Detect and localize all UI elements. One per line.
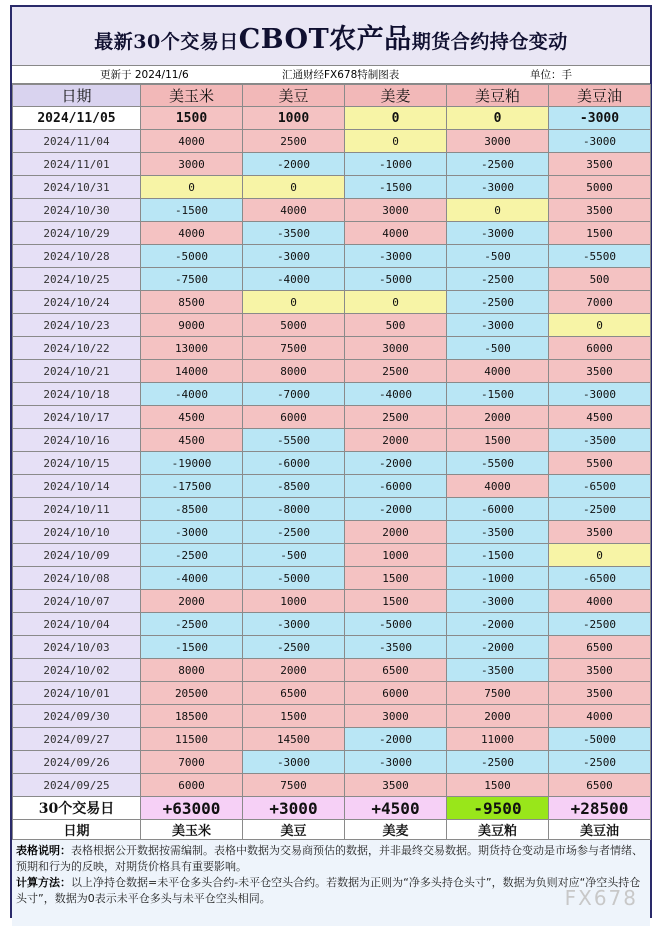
- row-value: 11500: [141, 728, 243, 751]
- table-row: [13, 728, 651, 751]
- row-value: -3000: [141, 521, 243, 544]
- row-value: 18500: [141, 705, 243, 728]
- row-value: 3000: [141, 153, 243, 176]
- row-value: -3000: [447, 176, 549, 199]
- row-value: 5000: [549, 176, 651, 199]
- row-value: -3500: [447, 659, 549, 682]
- row-value: -1500: [447, 544, 549, 567]
- row-value: 4000: [243, 199, 345, 222]
- row-date: 2024/10/21: [13, 360, 141, 383]
- row-date: 2024/10/23: [13, 314, 141, 337]
- row-value: -6000: [243, 452, 345, 475]
- header-product: 美玉米: [141, 85, 243, 107]
- meta-bar: [12, 66, 650, 84]
- row-value: 3500: [549, 199, 651, 222]
- row-value: -2500: [447, 268, 549, 291]
- row-value: -500: [243, 544, 345, 567]
- table-row: [13, 521, 651, 544]
- row-value: 9000: [141, 314, 243, 337]
- row-value: 0: [549, 544, 651, 567]
- row-value: -2500: [447, 153, 549, 176]
- row-value: -1500: [141, 636, 243, 659]
- row-value: -3000: [243, 613, 345, 636]
- row-date: 2024/10/18: [13, 383, 141, 406]
- footer-date: 日期: [13, 820, 141, 840]
- latest-value: 1000: [243, 107, 345, 130]
- row-value: 14000: [141, 360, 243, 383]
- table-row: [13, 429, 651, 452]
- row-value: 500: [549, 268, 651, 291]
- row-value: -19000: [141, 452, 243, 475]
- row-value: 1500: [243, 705, 345, 728]
- row-value: -3000: [243, 245, 345, 268]
- table-row: [13, 337, 651, 360]
- row-value: -4000: [243, 268, 345, 291]
- table-row: [13, 314, 651, 337]
- row-value: -2000: [243, 153, 345, 176]
- row-value: -5000: [345, 268, 447, 291]
- row-value: 5500: [549, 452, 651, 475]
- row-value: -4000: [141, 383, 243, 406]
- page-title: [94, 17, 567, 56]
- row-value: -3000: [243, 751, 345, 774]
- footer-product: 美豆: [243, 820, 345, 840]
- row-value: 4000: [447, 475, 549, 498]
- summary-value: +3000: [243, 797, 345, 820]
- table-row: [13, 452, 651, 475]
- row-value: -2000: [447, 613, 549, 636]
- row-date: 2024/09/30: [13, 705, 141, 728]
- row-value: 0: [345, 130, 447, 153]
- row-value: 6500: [549, 774, 651, 797]
- header-row: [13, 85, 651, 107]
- row-value: -1500: [141, 199, 243, 222]
- row-value: 3500: [345, 774, 447, 797]
- row-value: 0: [345, 291, 447, 314]
- row-value: -5000: [549, 728, 651, 751]
- row-value: -2000: [345, 728, 447, 751]
- table-row: [13, 705, 651, 728]
- header-date: 日期: [13, 85, 141, 107]
- row-value: 2500: [345, 406, 447, 429]
- title-main: CBOT农产品: [238, 23, 412, 55]
- row-value: 3500: [549, 659, 651, 682]
- row-value: 4500: [141, 406, 243, 429]
- row-date: 2024/10/30: [13, 199, 141, 222]
- row-date: 2024/09/25: [13, 774, 141, 797]
- row-value: 3000: [345, 337, 447, 360]
- table-row: [13, 751, 651, 774]
- row-date: 2024/10/17: [13, 406, 141, 429]
- header-product: 美豆粕: [447, 85, 549, 107]
- row-value: 6000: [243, 406, 345, 429]
- row-value: 6000: [141, 774, 243, 797]
- row-value: -2500: [447, 291, 549, 314]
- row-value: -2500: [243, 636, 345, 659]
- row-date: 2024/10/11: [13, 498, 141, 521]
- row-value: -2000: [345, 452, 447, 475]
- row-value: 3500: [549, 521, 651, 544]
- table-row: [13, 383, 651, 406]
- row-value: -1000: [345, 153, 447, 176]
- note-method: [16, 875, 646, 907]
- updated-text: 更新于 2024/11/6: [100, 69, 189, 81]
- latest-value: -3000: [549, 107, 651, 130]
- row-value: -17500: [141, 475, 243, 498]
- table-row: [13, 567, 651, 590]
- row-value: 8000: [243, 360, 345, 383]
- row-value: -3000: [447, 222, 549, 245]
- table-row: [13, 176, 651, 199]
- summary-value: -9500: [447, 797, 549, 820]
- row-value: -4000: [345, 383, 447, 406]
- row-value: 6500: [345, 659, 447, 682]
- row-value: 11000: [447, 728, 549, 751]
- row-value: -2500: [243, 521, 345, 544]
- row-value: 6000: [549, 337, 651, 360]
- row-value: 2000: [447, 705, 549, 728]
- row-value: 3500: [549, 153, 651, 176]
- summary-value: +28500: [549, 797, 651, 820]
- row-value: 0: [243, 291, 345, 314]
- title-prefix: 最新30个交易日: [94, 30, 239, 53]
- row-value: -500: [447, 245, 549, 268]
- row-value: 0: [447, 199, 549, 222]
- row-date: 2024/10/02: [13, 659, 141, 682]
- title-banner: [12, 7, 650, 66]
- row-value: -5000: [345, 613, 447, 636]
- row-date: 2024/09/27: [13, 728, 141, 751]
- summary-value: +63000: [141, 797, 243, 820]
- row-value: 6000: [345, 682, 447, 705]
- row-value: -1500: [345, 176, 447, 199]
- table-row: [13, 659, 651, 682]
- summary-value: +4500: [345, 797, 447, 820]
- row-value: 8500: [141, 291, 243, 314]
- table-row: [13, 199, 651, 222]
- note-description: [16, 843, 646, 875]
- row-date: 2024/10/14: [13, 475, 141, 498]
- summary-row: [13, 797, 651, 820]
- row-value: -5000: [141, 245, 243, 268]
- row-value: -3500: [549, 429, 651, 452]
- row-value: 2000: [345, 521, 447, 544]
- row-date: 2024/10/10: [13, 521, 141, 544]
- row-value: 3000: [345, 705, 447, 728]
- row-value: 20500: [141, 682, 243, 705]
- row-value: 7500: [243, 337, 345, 360]
- note-label: 计算方法：: [16, 876, 71, 889]
- row-value: 7500: [243, 774, 345, 797]
- row-value: 4000: [447, 360, 549, 383]
- table-row: [13, 682, 651, 705]
- row-date: 2024/11/01: [13, 153, 141, 176]
- row-date: 2024/10/08: [13, 567, 141, 590]
- row-value: 8000: [141, 659, 243, 682]
- row-value: -4000: [141, 567, 243, 590]
- footer-product: 美玉米: [141, 820, 243, 840]
- note-label: 表格说明：: [16, 844, 71, 857]
- row-value: 0: [549, 314, 651, 337]
- row-value: 2000: [345, 429, 447, 452]
- row-value: -2500: [447, 751, 549, 774]
- row-date: 2024/10/28: [13, 245, 141, 268]
- row-value: -6000: [345, 475, 447, 498]
- table-row: [13, 590, 651, 613]
- table-row: [13, 268, 651, 291]
- row-value: -3000: [549, 130, 651, 153]
- row-value: -3500: [447, 521, 549, 544]
- row-value: -3000: [549, 383, 651, 406]
- table-row: [13, 475, 651, 498]
- row-value: 2000: [243, 659, 345, 682]
- row-value: -2500: [141, 544, 243, 567]
- latest-value: 0: [447, 107, 549, 130]
- row-value: 4000: [345, 222, 447, 245]
- row-value: -7500: [141, 268, 243, 291]
- table-row: [13, 498, 651, 521]
- row-value: 4500: [141, 429, 243, 452]
- row-value: 2000: [141, 590, 243, 613]
- row-value: -8000: [243, 498, 345, 521]
- row-date: 2024/09/26: [13, 751, 141, 774]
- row-value: 1500: [549, 222, 651, 245]
- row-date: 2024/10/09: [13, 544, 141, 567]
- row-value: 3000: [345, 199, 447, 222]
- footer-product: 美豆油: [549, 820, 651, 840]
- row-value: -3500: [243, 222, 345, 245]
- summary-label: 30个交易日: [13, 797, 141, 820]
- row-value: 4500: [549, 406, 651, 429]
- row-value: 14500: [243, 728, 345, 751]
- row-value: 4000: [141, 130, 243, 153]
- note-text: 表格根据公开数据按需编制。表格中数据为交易商预估的数据，并非最终交易数据。期货持仓变动是市场参与者情绪、预期和行为的反映，对期货价格具有重要影响。: [16, 844, 643, 873]
- latest-date: 2024/11/05: [13, 107, 141, 130]
- row-value: -5500: [447, 452, 549, 475]
- row-date: 2024/10/04: [13, 613, 141, 636]
- row-value: 3500: [549, 360, 651, 383]
- table-row: [13, 222, 651, 245]
- row-value: -2000: [345, 498, 447, 521]
- table-row: [13, 544, 651, 567]
- row-value: 6500: [243, 682, 345, 705]
- row-value: 4000: [549, 590, 651, 613]
- row-value: -5000: [243, 567, 345, 590]
- row-value: -3000: [345, 245, 447, 268]
- row-value: 1500: [345, 590, 447, 613]
- row-date: 2024/10/07: [13, 590, 141, 613]
- table-row: [13, 636, 651, 659]
- row-value: -3000: [345, 751, 447, 774]
- note-text: 以上净持仓数据=未平仓多头合约-未平仓空头合约。若数据为正则为“净多头持仓头寸”，数据为负则对应“净空头持仓头寸”，数据为0表示未平仓多头与未平仓空头相同。: [16, 876, 641, 905]
- row-value: 1500: [447, 429, 549, 452]
- row-date: 2024/10/31: [13, 176, 141, 199]
- row-date: 2024/10/22: [13, 337, 141, 360]
- row-value: -5500: [243, 429, 345, 452]
- unit-text: 单位：手: [530, 69, 572, 81]
- row-value: -6000: [447, 498, 549, 521]
- title-suffix: 期货合约持仓变动: [411, 30, 568, 53]
- row-value: 6500: [549, 636, 651, 659]
- row-value: -8500: [243, 475, 345, 498]
- row-date: 2024/10/15: [13, 452, 141, 475]
- footer-product: 美麦: [345, 820, 447, 840]
- table-row: [13, 291, 651, 314]
- row-value: 5000: [243, 314, 345, 337]
- table-row: [13, 613, 651, 636]
- row-value: 13000: [141, 337, 243, 360]
- latest-row: [13, 107, 651, 130]
- row-value: -7000: [243, 383, 345, 406]
- row-value: 7500: [447, 682, 549, 705]
- row-value: 7000: [141, 751, 243, 774]
- row-value: -8500: [141, 498, 243, 521]
- row-value: 500: [345, 314, 447, 337]
- row-date: 2024/11/04: [13, 130, 141, 153]
- row-value: 1000: [243, 590, 345, 613]
- row-date: 2024/10/25: [13, 268, 141, 291]
- row-date: 2024/10/01: [13, 682, 141, 705]
- latest-value: 1500: [141, 107, 243, 130]
- row-value: -5500: [549, 245, 651, 268]
- notes-section: [12, 840, 650, 926]
- row-value: 2000: [447, 406, 549, 429]
- row-value: -2500: [549, 498, 651, 521]
- row-value: -6500: [549, 475, 651, 498]
- table-row: [13, 245, 651, 268]
- table-frame: [10, 5, 652, 918]
- row-value: 4000: [141, 222, 243, 245]
- header-product: 美豆油: [549, 85, 651, 107]
- row-value: -1000: [447, 567, 549, 590]
- source-text: 汇通财经FX678特制图表: [282, 69, 400, 81]
- header-product: 美麦: [345, 85, 447, 107]
- row-value: 1000: [345, 544, 447, 567]
- table-row: [13, 406, 651, 429]
- row-date: 2024/10/24: [13, 291, 141, 314]
- row-value: 7000: [549, 291, 651, 314]
- row-date: 2024/10/29: [13, 222, 141, 245]
- row-value: -3000: [447, 590, 549, 613]
- row-value: 2500: [345, 360, 447, 383]
- row-value: 1500: [345, 567, 447, 590]
- positions-table: [12, 84, 651, 840]
- row-value: -500: [447, 337, 549, 360]
- row-value: -3000: [447, 314, 549, 337]
- row-value: 0: [243, 176, 345, 199]
- row-value: 1500: [447, 774, 549, 797]
- row-value: -1500: [447, 383, 549, 406]
- table-row: [13, 360, 651, 383]
- row-date: 2024/10/16: [13, 429, 141, 452]
- watermark: FX678: [564, 886, 638, 910]
- latest-value: 0: [345, 107, 447, 130]
- row-value: -2500: [549, 751, 651, 774]
- row-value: -6500: [549, 567, 651, 590]
- row-value: 0: [141, 176, 243, 199]
- table-row: [13, 153, 651, 176]
- row-value: 2500: [243, 130, 345, 153]
- row-value: 3500: [549, 682, 651, 705]
- table-row: [13, 130, 651, 153]
- table-row: [13, 774, 651, 797]
- row-value: 4000: [549, 705, 651, 728]
- row-value: -2500: [141, 613, 243, 636]
- row-value: -2500: [549, 613, 651, 636]
- footer-product: 美豆粕: [447, 820, 549, 840]
- footer-header-row: [13, 820, 651, 840]
- row-value: -2000: [447, 636, 549, 659]
- row-value: -3500: [345, 636, 447, 659]
- row-value: 3000: [447, 130, 549, 153]
- row-date: 2024/10/03: [13, 636, 141, 659]
- header-product: 美豆: [243, 85, 345, 107]
